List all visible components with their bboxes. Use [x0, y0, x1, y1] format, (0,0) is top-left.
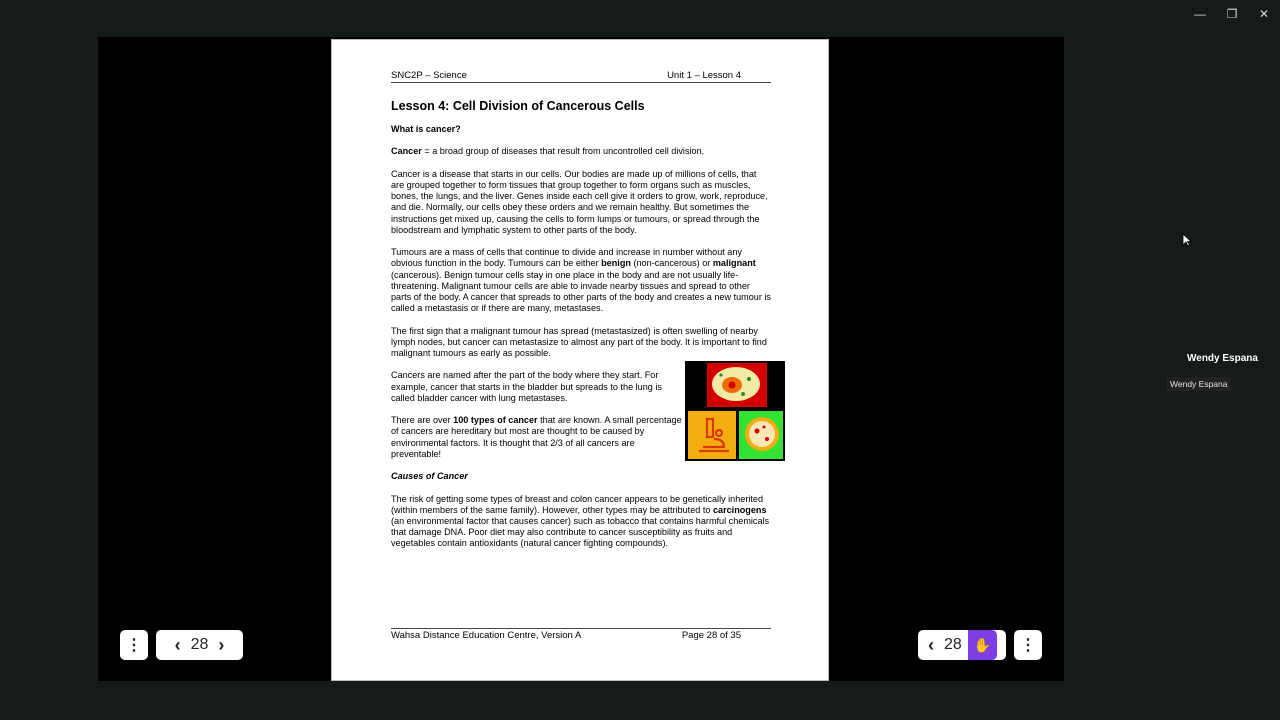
- participant-tag: Wendy Espana: [1167, 377, 1231, 391]
- window-controls: [1184, 4, 1280, 24]
- definition: Cancer = a broad group of diseases that result from uncontrolled cell division.: [391, 146, 705, 157]
- restore-button[interactable]: ❐: [1226, 7, 1238, 21]
- header-unit: Unit 1 – Lesson 4: [667, 70, 741, 81]
- paragraph: Cancer is a disease that starts in our cells. Our bodies are made up of millions of cells, that are grouped together to form tissues that group together to form organs such as muscles, bones, the lungs, and the liver. Genes inside each cell give it orders to grow, work, reproduce, and die. Normally, our cells obey these orders and we remain healthy. But sometimes the instructions get mixed up, causing the cells to form lumps or tumours, or spread through the bloodstream and lymphatic system to other parts of the body.: [391, 168, 768, 235]
- left-menu-button[interactable]: [120, 630, 148, 660]
- section-heading: What is cancer?: [391, 124, 461, 134]
- kebab-icon: ⋮: [1020, 637, 1036, 654]
- page-header: [391, 70, 771, 83]
- mouse-cursor-icon: [1182, 233, 1192, 252]
- hand-pointer-icon[interactable]: ✋: [968, 630, 997, 660]
- document-body: [391, 124, 771, 561]
- paragraph: The risk of getting some types of breast and colon cancer appears to be genetically inherited (within members of the same family). However, other types may be attributed to carcinogens (an environmental factor that causes cancer) such as tobacco that contains harmful chemicals that damage DNA. Poor diet may also contribute to cancer susceptibility as fruits and vegetables contain antioxidants (natural cancer fighting compounds).: [391, 493, 770, 549]
- page-number[interactable]: 28: [944, 636, 962, 653]
- paragraph: Tumours are a mass of cells that continue to divide and increase in number without any obvious function in the body. Tumours can be either benign (non-cancerous) or malignant (cancerous). Benign tumour cells stay in one place in the body and are not usually life-threatening. Malignant tumour cells are able to invade nearby tissues and spread to other parts of the body. A cancer that spreads to other parts of the body and creates a new tumour is called a metastasis or if there are many, metastases.: [391, 247, 771, 314]
- lesson-title: Lesson 4: Cell Division of Cancerous Cells: [391, 99, 645, 113]
- right-menu-button[interactable]: [1014, 630, 1042, 660]
- page-number[interactable]: 28: [190, 636, 209, 653]
- kebab-icon: ⋮: [126, 637, 142, 654]
- footer-centre: Wahsa Distance Education Centre, Version A: [391, 630, 582, 641]
- chevron-left-icon[interactable]: ‹: [174, 634, 181, 655]
- paragraph: Cancers are named after the part of the body where they start. For example, cancer that starts in the bladder but spreads to the lung is called bladder cancer with lung metastases.: [391, 370, 662, 403]
- header-course: SNC2P – Science: [391, 70, 467, 81]
- right-page-navigator: [918, 630, 1006, 660]
- page-footer: [391, 628, 771, 641]
- footer-page-number: Page 28 of 35: [681, 630, 741, 641]
- cancer-cells-illustration: [685, 361, 785, 461]
- chevron-right-icon[interactable]: ›: [218, 634, 225, 655]
- left-page-navigator: [156, 630, 243, 660]
- close-button[interactable]: ✕: [1258, 7, 1270, 21]
- chevron-left-icon[interactable]: ‹: [928, 634, 934, 655]
- document-page: [331, 39, 829, 681]
- paragraph: The first sign that a malignant tumour has spread (metastasized) is often swelling of nearby lymph nodes, but cancer can metastasize to almost any part of the body. It is important to find malignant tumours as early as possible.: [391, 325, 767, 358]
- section-heading: Causes of Cancer: [391, 471, 468, 482]
- participant-name: Wendy Espana: [1187, 353, 1258, 364]
- paragraph: There are over 100 types of cancer that are known. A small percentage of cancers are hereditary but most are thought to be caused by environmental factors. It is thought that 2/3 of all cancers are preventable!: [391, 415, 682, 459]
- minimize-button[interactable]: —: [1194, 7, 1206, 21]
